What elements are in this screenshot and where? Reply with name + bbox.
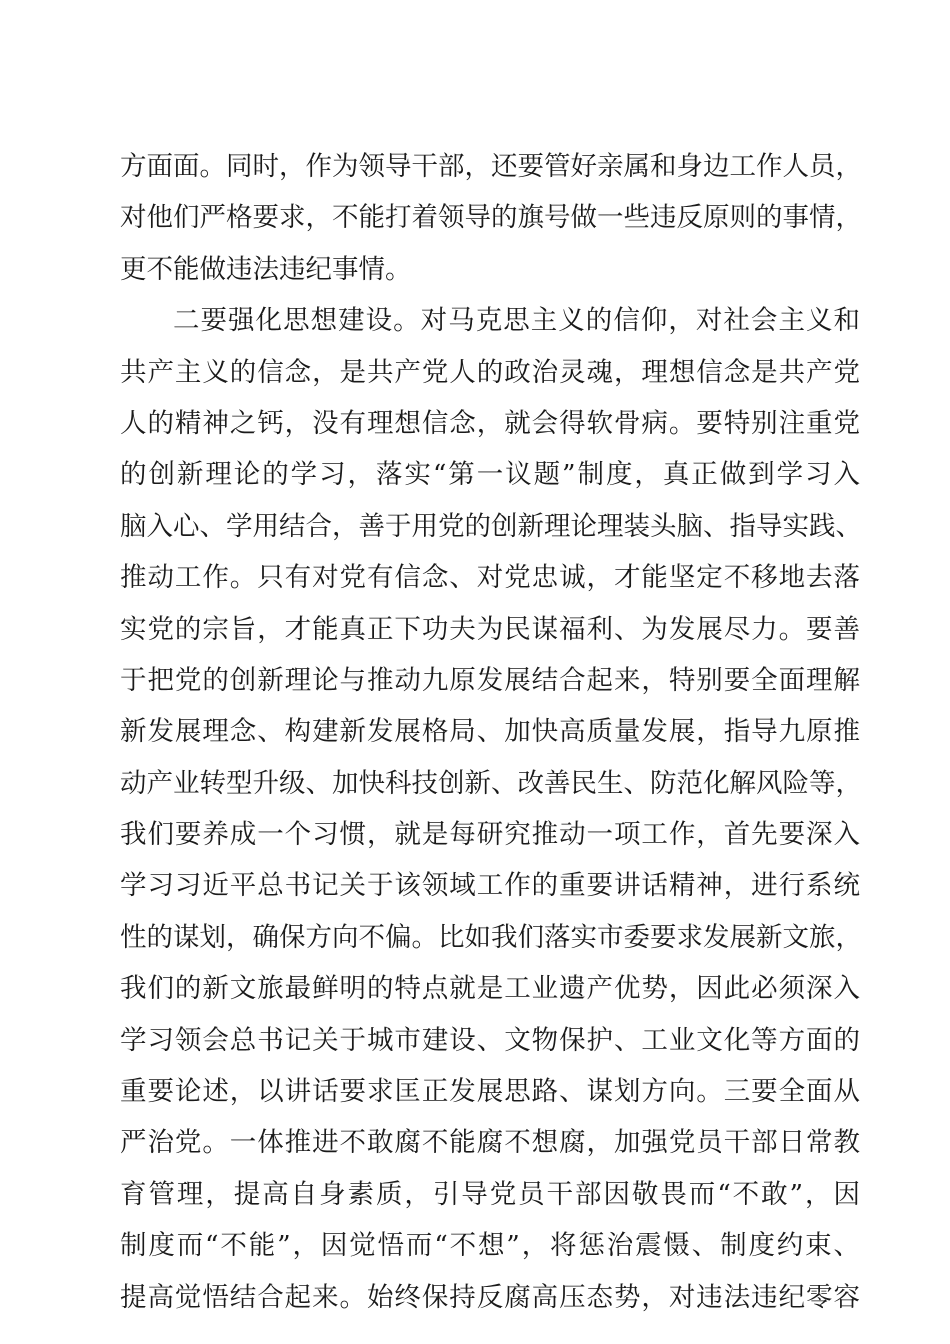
text-line-5: 共产主义的信念，是共产党人的政治灵魂，理想信念是共产党 bbox=[120, 356, 860, 388]
text-line-8: 脑入心、学用结合，善于用党的创新理论理装头脑、指导实践、 bbox=[120, 510, 862, 542]
text-line-15: 学习习近平总书记关于该领域工作的重要讲话精神，进行系统 bbox=[120, 870, 860, 902]
text-line-7: 的创新理论的学习，落实“第一议题”制度，真正做到学习入 bbox=[120, 459, 860, 491]
text-line-9: 推动工作。只有对党有信念、对党忠诚，才能坚定不移地去落 bbox=[120, 562, 860, 594]
text-line-16: 性的谋划，确保方向不偏。比如我们落实市委要求发展新文旅， bbox=[120, 921, 862, 953]
text-line-2: 对他们严格要求，不能打着领导的旗号做一些违反原则的事情， bbox=[120, 202, 862, 234]
text-line-3: 更不能做违法违纪事情。 bbox=[120, 253, 412, 285]
text-line-20: 严治党。一体推进不敢腐不能腐不想腐，加强党员干部日常教 bbox=[120, 1127, 860, 1159]
text-line-4: 二要强化思想建设。对马克思主义的信仰，对社会主义和 bbox=[173, 305, 860, 337]
text-line-11: 于把党的创新理论与推动九原发展结合起来，特别要全面理解 bbox=[120, 664, 860, 696]
text-line-12: 新发展理念、构建新发展格局、加快高质量发展，指导九原推 bbox=[120, 716, 860, 748]
text-line-14: 我们要养成一个习惯，就是每研究推动一项工作，首先要深入 bbox=[120, 819, 860, 851]
text-line-22: 制度而“不能”，因觉悟而“不想”，将惩治震慑、制度约束、 bbox=[120, 1230, 860, 1262]
text-line-1: 方面面。同时，作为领导干部，还要管好亲属和身边工作人员， bbox=[120, 151, 862, 182]
text-line-10: 实党的宗旨，才能真正下功夫为民谋福利、为发展尽力。要善 bbox=[120, 613, 860, 645]
text-line-18: 学习领会总书记关于城市建设、文物保护、工业文化等方面的 bbox=[120, 1024, 860, 1056]
text-line-6: 人的精神之钙，没有理想信念，就会得软骨病。要特别注重党 bbox=[120, 407, 860, 439]
text-line-19: 重要论述，以讲话要求匡正发展思路、谋划方向。三要全面从 bbox=[120, 1076, 860, 1108]
text-line-13: 动产业转型升级、加快科技创新、改善民生、防范化解风险等， bbox=[120, 767, 862, 799]
body-text bbox=[120, 141, 860, 1323]
text-line-21: 育管理，提高自身素质，引导党员干部因敬畏而“不敢”，因 bbox=[120, 1178, 860, 1210]
text-line-17: 我们的新文旅最鲜明的特点就是工业遗产优势，因此必须深入 bbox=[120, 973, 860, 1005]
text-line-23: 提高觉悟结合起来。始终保持反腐高压态势，对违法违纪零容 bbox=[120, 1281, 860, 1313]
